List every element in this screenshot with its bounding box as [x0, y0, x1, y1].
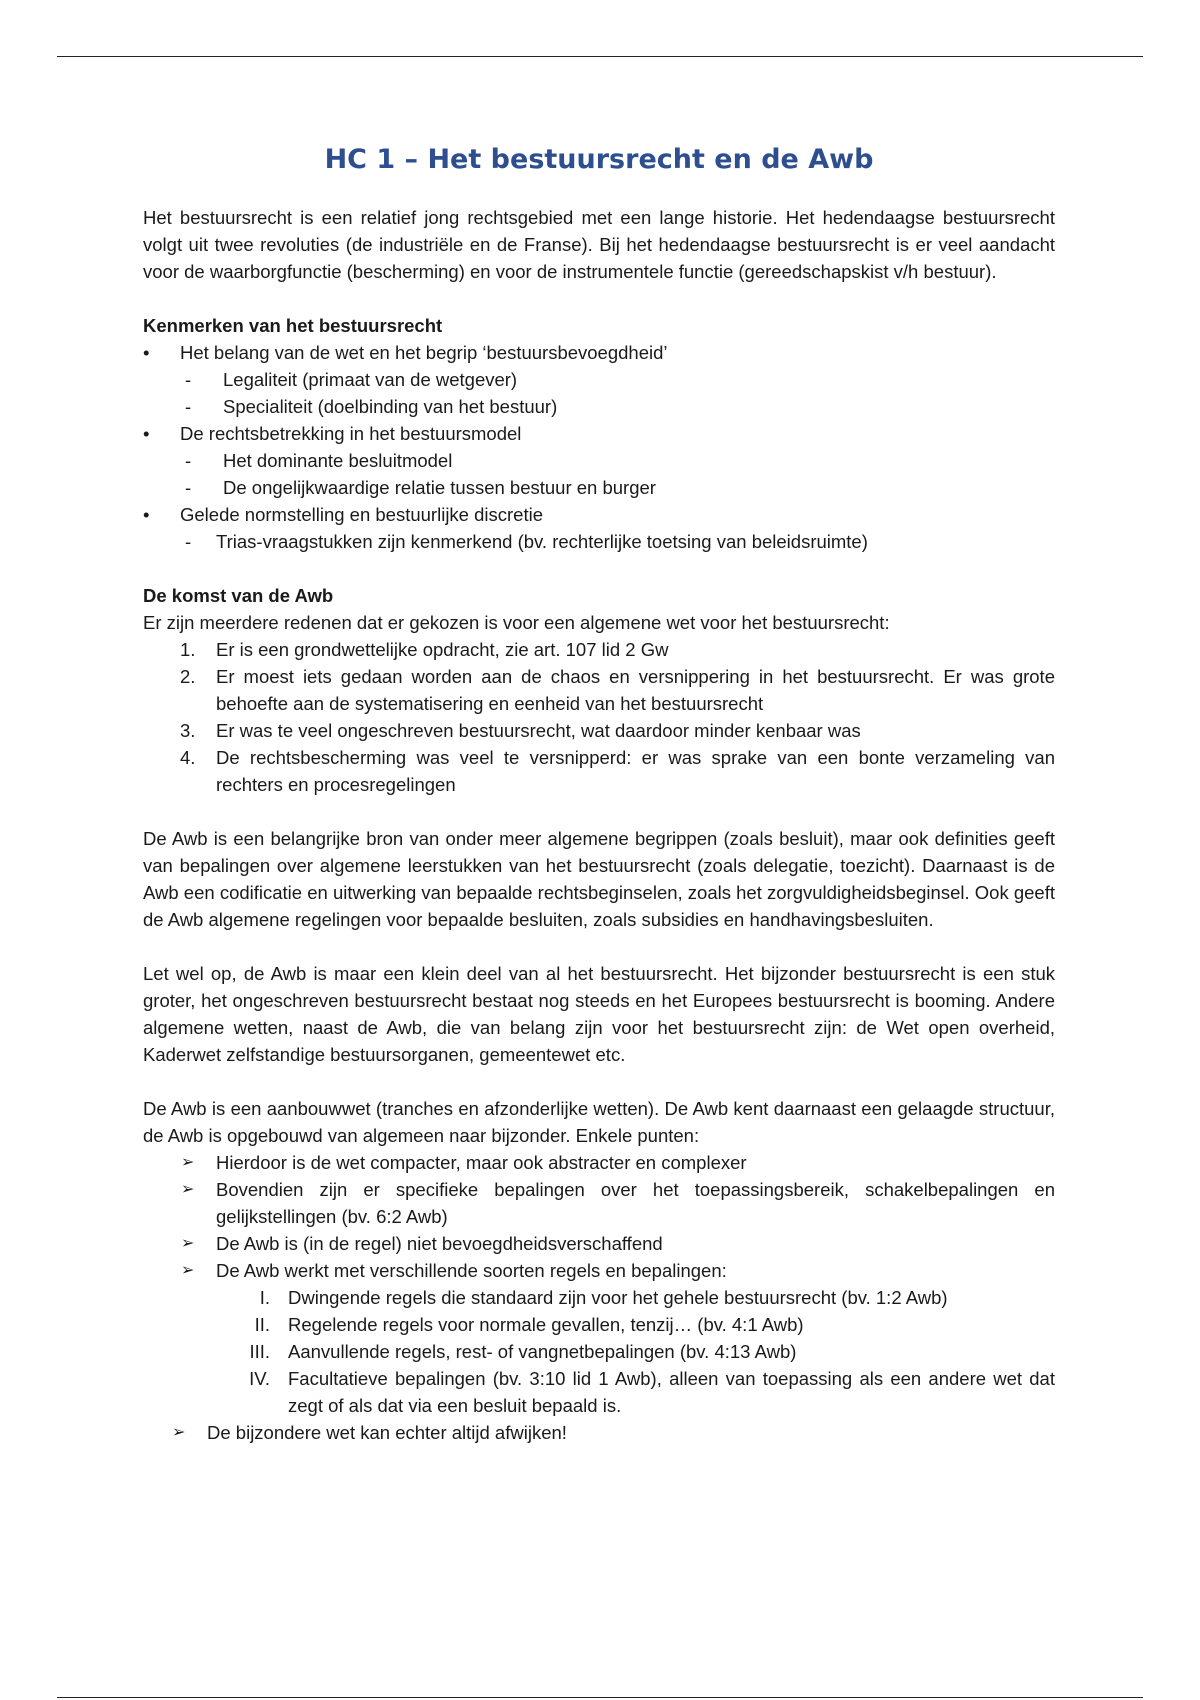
document-body — [143, 140, 1055, 1446]
roman-marker: I. — [259, 1287, 270, 1308]
bullet-item: • Het belang van de wet en het begrip ‘bestuursbevoegdheid’ — [143, 339, 1055, 366]
dash-marker: - — [185, 531, 192, 552]
roman-marker: II. — [254, 1314, 270, 1335]
dash-marker: - — [185, 477, 192, 498]
arrow-item: ➢ Hierdoor is de wet compacter, maar ook abstracter en complexer — [143, 1149, 1055, 1176]
numbered-item: 2. Er moest iets gedaan worden aan de chaos en versnippering in het bestuursrecht. Er was grote behoefte aan de systematisering en eenheid van het bestuursrecht — [143, 663, 1055, 717]
roman-item: I. Dwingende regels die standaard zijn voor het gehele bestuursrecht (bv. 1:2 Awb) — [143, 1284, 1055, 1311]
number-marker: 1. — [180, 639, 196, 660]
numbered-item: 1. Er is een grondwettelijke opdracht, zie art. 107 lid 2 Gw — [143, 636, 1055, 663]
roman-marker: III. — [249, 1341, 270, 1362]
page-title: HC 1 – Het bestuursrecht en de Awb — [324, 144, 874, 175]
arrow-icon: ➢ — [181, 1154, 195, 1171]
footer-rule — [57, 1697, 1143, 1698]
header-rule — [57, 56, 1143, 57]
arrow-item: ➢ De Awb is (in de regel) niet bevoegdheidsverschaffend — [143, 1230, 1055, 1257]
intro-paragraph: Het bestuursrecht is een relatief jong rechtsgebied met een lange historie. Het hedendaagse bestuursrecht volgt uit twee revoluties (de industriële en de Franse). Bij het hedendaagse bestuursrecht is er veel aandacht voor de waarborgfunctie (bescherming) en voor de instrumentele functie (gereedschapskist v/h bestuur). — [143, 207, 1055, 282]
bullet-marker: • — [143, 342, 150, 363]
dash-marker: - — [185, 450, 192, 471]
numbered-item: 4. De rechtsbescherming was veel te versnipperd: er was sprake van een bonte verzameling van rechters en procesregelingen — [143, 744, 1055, 798]
roman-item: III. Aanvullende regels, rest- of vangnetbepalingen (bv. 4:13 Awb) — [143, 1338, 1055, 1365]
dash-marker: - — [185, 396, 192, 417]
dash-marker: - — [185, 369, 192, 390]
roman-marker: IV. — [249, 1368, 270, 1389]
arrow-icon: ➢ — [181, 1235, 195, 1252]
number-marker: 3. — [180, 720, 196, 741]
kenmerken-heading: Kenmerken van het bestuursrecht — [143, 315, 443, 336]
dash-item: - Trias-vraagstukken zijn kenmerkend (bv. rechterlijke toetsing van beleidsruimte) — [143, 528, 1055, 555]
komst-heading: De komst van de Awb — [143, 585, 334, 606]
dash-item: - Legaliteit (primaat van de wetgever) — [143, 366, 1055, 393]
aanbouw-paragraph: De Awb is een aanbouwwet (tranches en afzonderlijke wetten). De Awb kent daarnaast een gelaagde structuur, de Awb is opgebouwd van algemeen naar bijzonder. Enkele punten: — [143, 1098, 1055, 1146]
bron-paragraph: De Awb is een belangrijke bron van onder meer algemene begrippen (zoals besluit), maar ook definities geeft van bepalingen over algemene leerstukken van het bestuursrecht (zoals delegatie, toezicht). Daarnaast is de Awb een codificatie en uitwerking van bepaalde rechtsbeginselen, zoals het zorgvuldigheidsbeginsel. Ook geeft de Awb algemene regelingen voor bepaalde besluiten, zoals subsidies en handhavingsbesluiten. — [143, 828, 1055, 930]
arrow-icon: ➢ — [181, 1181, 195, 1198]
bullet-marker: • — [143, 423, 150, 444]
number-marker: 2. — [180, 666, 196, 687]
numbered-item: 3. Er was te veel ongeschreven bestuursrecht, wat daardoor minder kenbaar was — [143, 717, 1055, 744]
komst-lead: Er zijn meerdere redenen dat er gekozen is voor een algemene wet voor het bestuursrecht: — [143, 612, 890, 633]
arrow-item: ➢ De bijzondere wet kan echter altijd afwijken! — [143, 1419, 1055, 1446]
arrow-icon: ➢ — [181, 1262, 195, 1279]
bullet-marker: • — [143, 504, 150, 525]
dash-item: - De ongelijkwaardige relatie tussen bestuur en burger — [143, 474, 1055, 501]
roman-item: II. Regelende regels voor normale gevallen, tenzij… (bv. 4:1 Awb) — [143, 1311, 1055, 1338]
roman-item: IV. Facultatieve bepalingen (bv. 3:10 lid 1 Awb), alleen van toepassing als een andere wet dat zegt of als dat via een besluit bepaald is. — [143, 1365, 1055, 1419]
bullet-item: • Gelede normstelling en bestuurlijke discretie — [143, 501, 1055, 528]
arrow-item: ➢ Bovendien zijn er specifieke bepalingen over het toepassingsbereik, schakelbepalingen en gelijkstellingen (bv. 6:2 Awb) — [143, 1176, 1055, 1230]
dash-item: - Het dominante besluitmodel — [143, 447, 1055, 474]
arrow-icon: ➢ — [172, 1424, 186, 1441]
letwel-paragraph: Let wel op, de Awb is maar een klein deel van al het bestuursrecht. Het bijzonder bestuursrecht is een stuk groter, het ongeschreven bestuursrecht bestaat nog steeds en het Europees bestuursrecht is booming. Andere algemene wetten, naast de Awb, die van belang zijn voor het bestuursrecht zijn: de Wet open overheid, Kaderwet zelfstandige bestuursorganen, gemeentewet etc. — [143, 963, 1055, 1065]
bullet-item: • De rechtsbetrekking in het bestuursmodel — [143, 420, 1055, 447]
dash-item: - Specialiteit (doelbinding van het bestuur) — [143, 393, 1055, 420]
arrow-item: ➢ De Awb werkt met verschillende soorten regels en bepalingen: — [143, 1257, 1055, 1284]
number-marker: 4. — [180, 747, 196, 768]
